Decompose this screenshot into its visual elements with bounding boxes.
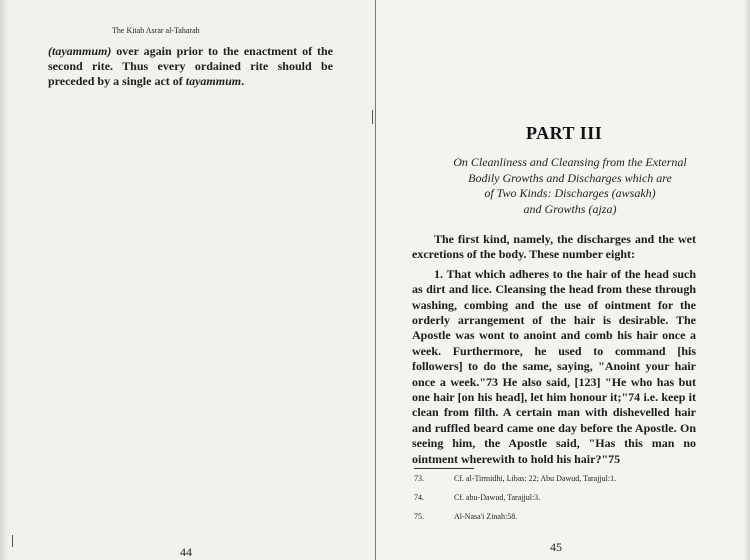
scan-mark bbox=[12, 535, 13, 547]
running-head: The Kitab Asrar al-Taharah bbox=[112, 26, 200, 35]
part-title: PART III bbox=[526, 123, 603, 143]
left-page-edge bbox=[0, 0, 8, 560]
right-page-body bbox=[412, 232, 696, 467]
footnote-number: 75. bbox=[414, 512, 424, 521]
subtitle-line: On Cleanliness and Cleansing from the External bbox=[453, 155, 687, 169]
footnote bbox=[414, 474, 694, 493]
subtitle-line: Bodily Growths and Discharges which are bbox=[468, 170, 672, 185]
body-paragraph: The first kind, namely, the discharges and the wet excretions of the body. These number eight: bbox=[412, 232, 696, 262]
footnote-text: Cf. al-Tirmidhi, Libas: 22; Abu Dawud, Tarajjul:1. bbox=[454, 474, 617, 483]
footnotes bbox=[414, 474, 694, 531]
part-subtitle bbox=[420, 155, 720, 217]
right-page-edge bbox=[744, 0, 750, 560]
italic-term: (tayammum) bbox=[48, 44, 112, 58]
footnote-number: 73. bbox=[414, 474, 424, 483]
footnote-rule bbox=[414, 468, 474, 469]
footnote-text: Al-Nasa'i Zinah:58. bbox=[454, 512, 518, 521]
page-number-left: 44 bbox=[180, 545, 192, 559]
subtitle-line: of Two Kinds: Discharges (awsakh) bbox=[484, 186, 656, 200]
subtitle-line: and Growths (ajza) bbox=[523, 201, 617, 216]
scan-mark bbox=[372, 110, 373, 124]
left-page-body: (tayammum) over again prior to the enactment of the second rite. Thus every ordained rite should be preceded by a single act of tayammum. bbox=[48, 44, 333, 88]
footnote-number: 74. bbox=[414, 493, 424, 502]
footnote-text: Cf. abu-Dawud, Tarajjul:3. bbox=[454, 493, 541, 502]
italic-term: tayammum bbox=[185, 74, 242, 88]
body-paragraph: 1. That which adheres to the hair of the head such as dirt and lice. Cleansing the head from these through washing, combing and the use of ointment for the orderly arrangement of the hair is desirable. The Apostle was wont to anoint and comb his hair once a week. Furthermore, he used to command [his followers] to do the same, saying, "Anoint your hair once a week."73 He also said, [123] "He who has but one hair [on his head], let him honour it;"74 i.e. keep it clean from filth. A certain man with dishevelled hair and ruffled beard came one day before the Apostle. On seeing him, the Apostle said, "Has this man no ointment wherewith to hold his hair?"75 bbox=[412, 266, 696, 466]
page-number-right: 45 bbox=[550, 540, 562, 554]
footnote bbox=[414, 512, 694, 531]
footnote bbox=[414, 493, 694, 512]
